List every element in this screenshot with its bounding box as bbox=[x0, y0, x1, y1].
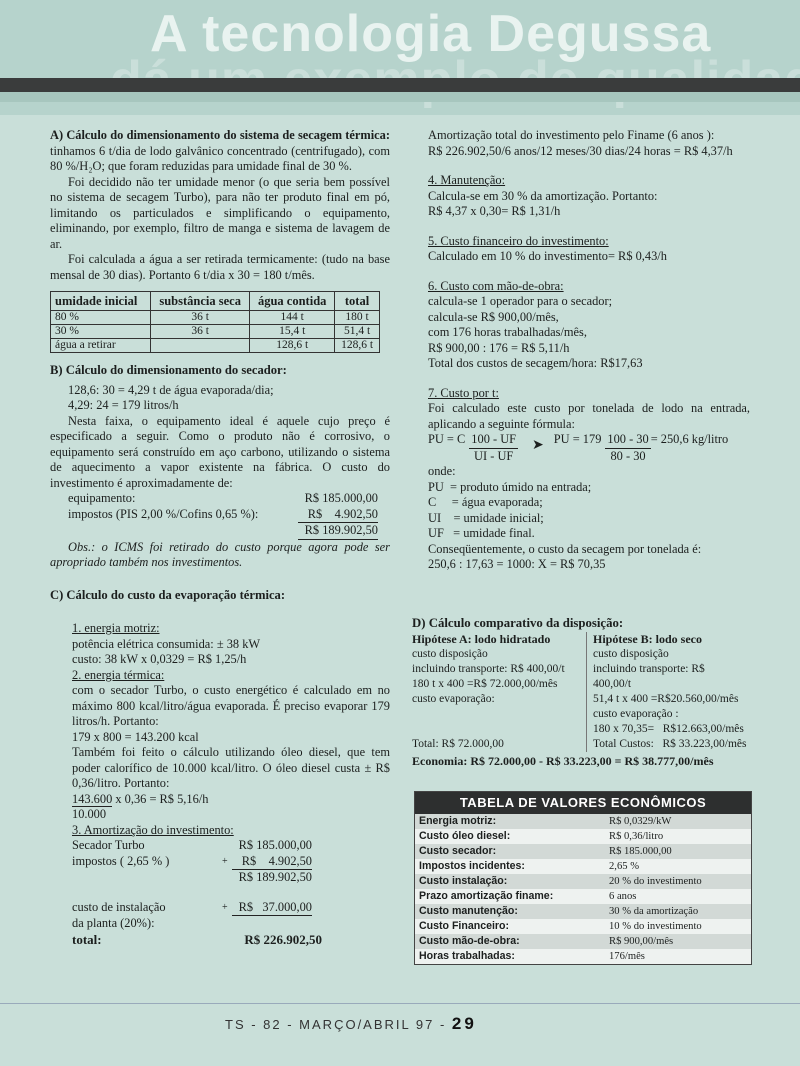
financial-text: Calculado em 10 % do investimento= R$ 0,43/h bbox=[428, 249, 667, 263]
table-cell: 30 % da amortização bbox=[605, 904, 751, 919]
table-cell: Custo Financeiro: bbox=[415, 919, 605, 934]
fraction-numerator: 100 - UF bbox=[469, 432, 518, 449]
table-row bbox=[415, 949, 751, 964]
water-table bbox=[50, 291, 380, 353]
hypothesis-b-line: 51,4 t x 400 =R$20.560,00/mês bbox=[593, 692, 739, 705]
footer-rule bbox=[0, 1003, 800, 1004]
hypothesis-b-line: custo evaporação : bbox=[593, 707, 679, 720]
table-header: água contida bbox=[250, 292, 335, 311]
conclusion-2: 250,6 : 17,63 = 1000: X = R$ 70,35 bbox=[428, 557, 606, 571]
table-cell: 128,6 t bbox=[335, 339, 380, 353]
maintenance-heading: 4. Manutenção: bbox=[428, 173, 506, 187]
section-d bbox=[412, 616, 752, 769]
cost-per-t-heading: 7. Custo por t: bbox=[428, 385, 499, 400]
table-cell: 51,4 t bbox=[335, 325, 380, 339]
table-cell: água a retirar bbox=[51, 339, 151, 353]
total-value: R$ 189.902,50 bbox=[298, 523, 378, 540]
table-cell: 180 t bbox=[335, 311, 380, 325]
amortization-heading: 3. Amortização do investimento: bbox=[72, 822, 234, 837]
energy-motor-heading: 1. energia motriz: bbox=[72, 621, 160, 635]
table-cell: 80 % bbox=[51, 311, 151, 325]
table-cell: 10 % do investimento bbox=[605, 919, 751, 934]
table-cell: 36 t bbox=[151, 325, 250, 339]
table-cell: Energia motriz: bbox=[415, 814, 605, 829]
table-header: total bbox=[335, 292, 380, 311]
table-row bbox=[415, 889, 751, 904]
hypothesis-a-spacer bbox=[412, 707, 580, 737]
table-cell: 30 % bbox=[51, 325, 151, 339]
fraction-numerator: 100 - 30 bbox=[605, 432, 650, 449]
grand-total-label: total: bbox=[72, 931, 102, 947]
financial-heading: 5. Custo financeiro do investimento: bbox=[428, 233, 609, 248]
table-cell: 2,65 % bbox=[605, 859, 751, 874]
hypothesis-b-line: custo disposição bbox=[593, 647, 669, 660]
hypothesis-a-total: Total: R$ 72.000,00 bbox=[412, 737, 504, 750]
equipment-row bbox=[50, 491, 390, 507]
grand-total-value: R$ 226.902,50 bbox=[244, 931, 322, 947]
section-c-title: C) Cálculo do custo da evaporação térmica: bbox=[50, 587, 286, 602]
hypothesis-b-line: incluindo transporte: R$ 400,00/t bbox=[593, 662, 705, 690]
total-row bbox=[50, 523, 390, 540]
table-cell: 128,6 t bbox=[250, 339, 335, 353]
table-cell: R$ 0,36/litro bbox=[605, 829, 751, 844]
table-cell: 144 t bbox=[250, 311, 335, 325]
economic-values-table bbox=[414, 791, 752, 965]
diesel-denominator: 10.000 bbox=[72, 807, 107, 821]
diesel-text: Também foi feito o cálculo utilizando óleo diesel, que tem poder calorífico de 10.000 kcal/litro. O óleo diesel custa ± R$ 0,36/litro. Portanto: bbox=[72, 745, 390, 790]
economic-table-body bbox=[415, 814, 751, 964]
dryer-label: Secador Turbo bbox=[72, 838, 145, 852]
hypothesis-a-line: custo disposição bbox=[412, 647, 488, 660]
install-label-2: da planta (20%): bbox=[72, 916, 155, 930]
table-row bbox=[51, 325, 380, 339]
def-ui: UI = umidade inicial; bbox=[428, 510, 544, 525]
table-row bbox=[51, 339, 380, 353]
grand-total-row bbox=[72, 932, 390, 948]
def-uf: UF = umidade final. bbox=[428, 526, 535, 540]
formula-right: PU = 179 bbox=[553, 432, 602, 446]
fraction-denominator: 80 - 30 bbox=[610, 448, 646, 463]
finame-line1: Amortização total do investimento pelo Finame (6 anos ): bbox=[428, 128, 715, 142]
diesel-result: x 0,36 = R$ 5,16/h bbox=[112, 791, 209, 806]
footer-text: TS - 82 - MARÇO/ABRIL 97 - bbox=[225, 1017, 447, 1032]
hypothesis-b bbox=[587, 631, 747, 752]
table-cell: 20 % do investimento bbox=[605, 874, 751, 889]
section-a-title: A) Cálculo do dimensionamento do sistema de secagem térmica: bbox=[50, 128, 390, 142]
maintenance-calc: R$ 4,37 x 0,30= R$ 1,31/h bbox=[428, 204, 561, 218]
section-a-p1: tinhamos 6 t/dia de lodo galvânico concentrado (centrifugado), com 80 %/H₂O; que foram reduzidas para umidade final de 30 %. bbox=[50, 143, 390, 173]
hypothesis-b-title: Hipótese B: lodo seco bbox=[593, 631, 702, 646]
table-row bbox=[415, 844, 751, 859]
hypothesis-a bbox=[412, 632, 587, 752]
table-row bbox=[51, 311, 380, 325]
formula-fraction-1 bbox=[469, 432, 518, 464]
diesel-numerator: 143.600 bbox=[72, 791, 113, 806]
plus-sign: + bbox=[222, 901, 228, 913]
energy-motor-power: potência elétrica consumida: ± 38 kW bbox=[72, 636, 261, 651]
table-cell: Custo secador: bbox=[415, 844, 605, 859]
table-row bbox=[415, 814, 751, 829]
thermal-energy-heading: 2. energia térmica: bbox=[72, 667, 165, 682]
labor-line2: calcula-se R$ 900,00/mês, bbox=[428, 309, 559, 324]
hypothesis-a-line: custo evaporação: bbox=[412, 692, 495, 705]
conclusion-1: Conseqüentemente, o custo da secagem por tonelada é: bbox=[428, 541, 702, 556]
left-column bbox=[50, 128, 390, 947]
table-cell: 176/mês bbox=[605, 949, 751, 964]
banner-title: A tecnologia Degussa bbox=[150, 5, 712, 63]
cost-per-t-text: Foi calculado este custo por tonelada de lodo na entrada, aplicando a seguinte fórmula: bbox=[428, 401, 750, 431]
table-cell: Custo manutenção: bbox=[415, 904, 605, 919]
formula-left: PU = C bbox=[428, 432, 466, 446]
taxes2-label: impostos ( 2,65 % ) bbox=[72, 853, 170, 868]
table-cell: 6 anos bbox=[605, 889, 751, 904]
table-cell: R$ 185.000,00 bbox=[605, 844, 751, 859]
table-cell: 15,4 t bbox=[250, 325, 335, 339]
taxes2-row bbox=[72, 854, 390, 871]
thermal-energy-text: com o secador Turbo, o custo energético é calculado em no máximo 800 kcal/litro/água evaporada. É preciso evaporar 179 litros/h. Portanto: bbox=[72, 683, 390, 728]
install-row bbox=[72, 900, 390, 917]
dryer-value: R$ 185.000,00 bbox=[238, 838, 312, 852]
where-label: onde: bbox=[428, 464, 456, 478]
hypotheses bbox=[412, 632, 752, 752]
taxes2-value: R$ 4.902,50 bbox=[232, 854, 312, 871]
section-b-line2: 4,29: 24 = 179 litros/h bbox=[68, 398, 179, 412]
energy-motor-cost: custo: 38 kW x 0,0329 = R$ 1,25/h bbox=[72, 652, 247, 666]
section-a-p3: Foi calculada a água a ser retirada termicamente: (tudo na base mensal de 30 dias). Portanto 6 t/dia x 30 = 180 t/mês. bbox=[50, 252, 390, 282]
taxes-row bbox=[50, 507, 390, 524]
labor-heading: 6. Custo com mão-de-obra: bbox=[428, 278, 564, 293]
table-row bbox=[415, 874, 751, 889]
hypothesis-a-line: 180 t x 400 =R$ 72.000,00/mês bbox=[412, 677, 558, 690]
hypothesis-a-title: Hipótese A: lodo hidratado bbox=[412, 631, 551, 646]
section-b-line1: 128,6: 30 = 4,29 t de água evaporada/dia; bbox=[68, 382, 274, 397]
section-a-p2: Foi decidido não ter umidade menor (o que seria bem possível no sistema de secagem Turbo), para não ter produto final em pó, limitando os particulados e simplificando o equipamento, eliminando, por exemplo, filtro de manga e sistema de lavagem de ar. bbox=[50, 174, 390, 251]
table-row bbox=[415, 919, 751, 934]
section-c-body bbox=[50, 621, 390, 947]
diesel-calc bbox=[72, 792, 390, 808]
formula-fraction-2 bbox=[605, 432, 650, 464]
table-cell: Custo mão-de-obra: bbox=[415, 934, 605, 949]
table-cell: R$ 0,0329/kW bbox=[605, 814, 751, 829]
header-banner bbox=[0, 0, 800, 115]
section-d-title: D) Cálculo comparativo da disposição: bbox=[412, 616, 624, 630]
subtotal-row bbox=[72, 870, 390, 886]
table-header: substância seca bbox=[151, 292, 250, 311]
hypothesis-a-line: incluindo transporte: R$ 400,00/t bbox=[412, 662, 565, 675]
def-c: C = água evaporada; bbox=[428, 495, 543, 509]
formula-result: = 250,6 kg/litro bbox=[650, 432, 729, 446]
table-cell: Horas trabalhadas: bbox=[415, 949, 605, 964]
equipment-value: R$ 185.000,00 bbox=[304, 491, 378, 505]
savings: Economia: R$ 72.000,00 - R$ 33.223,00 = R$ 38.777,00/mês bbox=[412, 753, 714, 768]
formula bbox=[428, 432, 750, 464]
equipment-label: equipamento: bbox=[68, 491, 136, 505]
install-label: custo de instalação bbox=[72, 899, 166, 914]
table-row bbox=[415, 829, 751, 844]
table-cell bbox=[151, 339, 250, 353]
table-cell: Custo instalação: bbox=[415, 874, 605, 889]
labor-line3: com 176 horas trabalhadas/mês, bbox=[428, 325, 587, 339]
table-row bbox=[415, 859, 751, 874]
fraction-denominator: UI - UF bbox=[474, 448, 514, 463]
table-cell: R$ 900,00/mês bbox=[605, 934, 751, 949]
arrow-icon: ➤ bbox=[532, 438, 544, 453]
table-row bbox=[415, 934, 751, 949]
page-number: 29 bbox=[451, 1014, 477, 1033]
taxes-label: impostos (PIS 2,00 %/Cofins 0,65 %): bbox=[68, 506, 259, 521]
maintenance-text: Calcula-se em 30 % da amortização. Portanto: bbox=[428, 188, 658, 203]
table-header: umidade inicial bbox=[51, 292, 151, 311]
finame-line2: R$ 226.902,50/6 anos/12 meses/30 dias/24 horas = R$ 4,37/h bbox=[428, 143, 733, 158]
table-row bbox=[415, 904, 751, 919]
labor-line4: R$ 900,00 : 176 = R$ 5,11/h bbox=[428, 340, 570, 355]
banner-divider-light bbox=[0, 92, 800, 102]
section-b-p1: Nesta faixa, o equipamento ideal é aquele cujo preço é especificado a seguir. Como o produto não é corrosivo, o equipamento será construído em aço carbono, utilizando o sistema de aquecimento a vapor existente na fábrica. O custo do investimento é aproximadamente de: bbox=[50, 413, 390, 490]
section-b-title: B) Cálculo do dimensionamento do secador: bbox=[50, 363, 287, 377]
table-cell: 36 t bbox=[151, 311, 250, 325]
icms-note: Obs.: o ICMS foi retirado do custo porque agora pode ser apropriado também nos investimentos. bbox=[50, 539, 390, 569]
taxes-value: R$ 4.902,50 bbox=[298, 507, 378, 524]
def-pu: PU = produto úmido na entrada; bbox=[428, 479, 592, 494]
table-cell: Prazo amortização finame: bbox=[415, 889, 605, 904]
thermal-energy-calc: 179 x 800 = 143.200 kcal bbox=[72, 729, 199, 744]
dryer-row bbox=[72, 838, 390, 854]
banner-divider bbox=[0, 78, 800, 92]
hypothesis-b-line: 180 x 70,35= R$12.663,00/mês bbox=[593, 722, 744, 735]
table-cell: Custo óleo diesel: bbox=[415, 829, 605, 844]
install-value: R$ 37.000,00 bbox=[232, 900, 312, 917]
labor-line1: calcula-se 1 operador para o secador; bbox=[428, 294, 613, 308]
right-column bbox=[428, 128, 750, 573]
drying-total: Total dos custos de secagem/hora: R$17,63 bbox=[428, 356, 643, 370]
economic-table-title: TABELA DE VALORES ECONÔMICOS bbox=[415, 792, 751, 814]
section-a-intro bbox=[50, 128, 390, 175]
page-footer bbox=[225, 1014, 477, 1034]
table-cell: Impostos incidentes: bbox=[415, 859, 605, 874]
hypothesis-b-total: Total Custos: R$ 33.223,00/mês bbox=[593, 737, 747, 750]
subtotal-value: R$ 189.902,50 bbox=[238, 870, 312, 884]
plus-sign: + bbox=[222, 855, 228, 867]
